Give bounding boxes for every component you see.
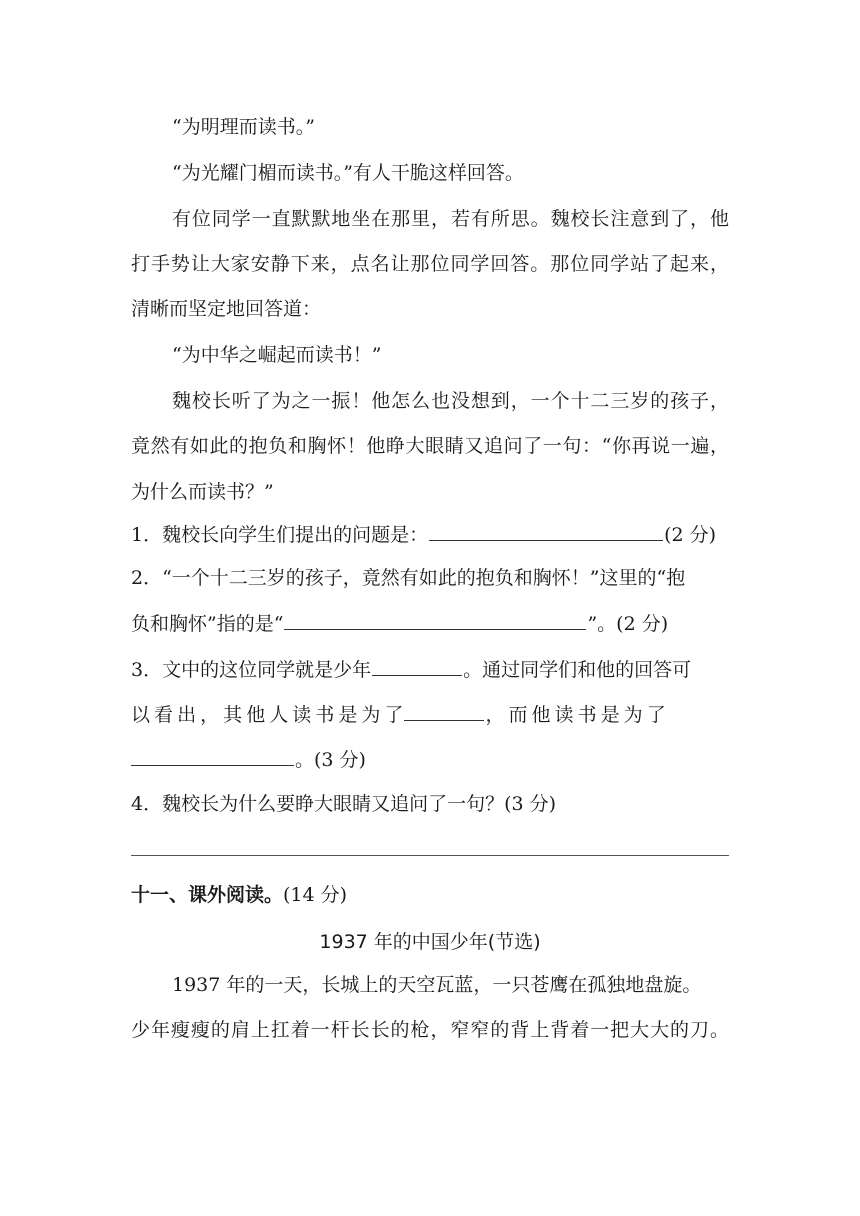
passage-line: 有位同学一直默默地坐在那里，若有所思。魏校长注意到了，他: [172, 208, 729, 230]
passage-line: “为中华之崛起而读书！”: [172, 344, 382, 366]
answer-blank[interactable]: [284, 611, 586, 630]
question-1-text: 1．魏校长向学生们提出的问题是：: [131, 524, 429, 546]
question-1-score: (2 分): [664, 524, 717, 546]
passage-line: 清晰而坚定地回答道：: [131, 298, 322, 320]
answer-line[interactable]: [131, 855, 729, 856]
question-2-score: ”。(2 分): [587, 613, 669, 635]
question-3-text: ， 而 他 读 书 是 为 了: [485, 704, 666, 726]
question-1: [131, 522, 729, 547]
answer-blank[interactable]: [372, 657, 462, 676]
answer-blank[interactable]: [131, 747, 294, 766]
section-heading-text: 十一、课外阅读。: [131, 884, 284, 906]
question-3-line-1: [131, 657, 729, 682]
answer-blank[interactable]: [429, 522, 663, 541]
passage-line: 1937 年的一天，长城上的天空瓦蓝，一只苍鹰在孤独地盘旋。: [172, 974, 702, 996]
passage-line: 打手势让大家安静下来，点名让那位同学回答。那位同学站了起来，: [131, 253, 729, 275]
passage-line: 少年瘦瘦的肩上扛着一杆长长的枪，窄窄的背上背着一把大大的刀。: [131, 1019, 729, 1041]
passage-title: 1937 年的中国少年(节选): [319, 931, 541, 953]
question-3-text: 以 看 出 ， 其 他 人 读 书 是 为 了: [131, 704, 404, 726]
question-4: 4．魏校长为什么要睁大眼睛又追问了一句？(3 分): [131, 793, 557, 815]
section-heading: [131, 880, 347, 907]
question-2-line-1: 2．“一个十二三岁的孩子，竟然有如此的抱负和胸怀！”这里的“抱: [131, 567, 686, 589]
question-3-text: 。通过同学们和他的回答可: [463, 659, 692, 681]
question-2-text: 负和胸怀”指的是“: [131, 613, 284, 635]
question-3-line-2: [131, 702, 729, 727]
answer-blank[interactable]: [404, 702, 484, 721]
passage-line: “为光耀门楣而读书。”有人干脆这样回答。: [172, 162, 524, 184]
section-points: (14 分): [283, 884, 348, 906]
question-3-text: 3．文中的这位同学就是少年: [131, 659, 372, 681]
question-3-score: 。(3 分): [295, 749, 366, 771]
passage-line: 魏校长听了为之一振！他怎么也没想到，一个十二三岁的孩子，: [172, 390, 729, 412]
passage-line: “为明理而读书。”: [172, 116, 315, 138]
passage-line: 竟然有如此的抱负和胸怀！他睁大眼睛又追问了一句：“你再说一遍，: [131, 435, 729, 457]
passage-line: 为什么而读书？”: [131, 481, 274, 503]
question-3-line-3: [131, 747, 729, 772]
question-2-line-2: [131, 611, 729, 636]
